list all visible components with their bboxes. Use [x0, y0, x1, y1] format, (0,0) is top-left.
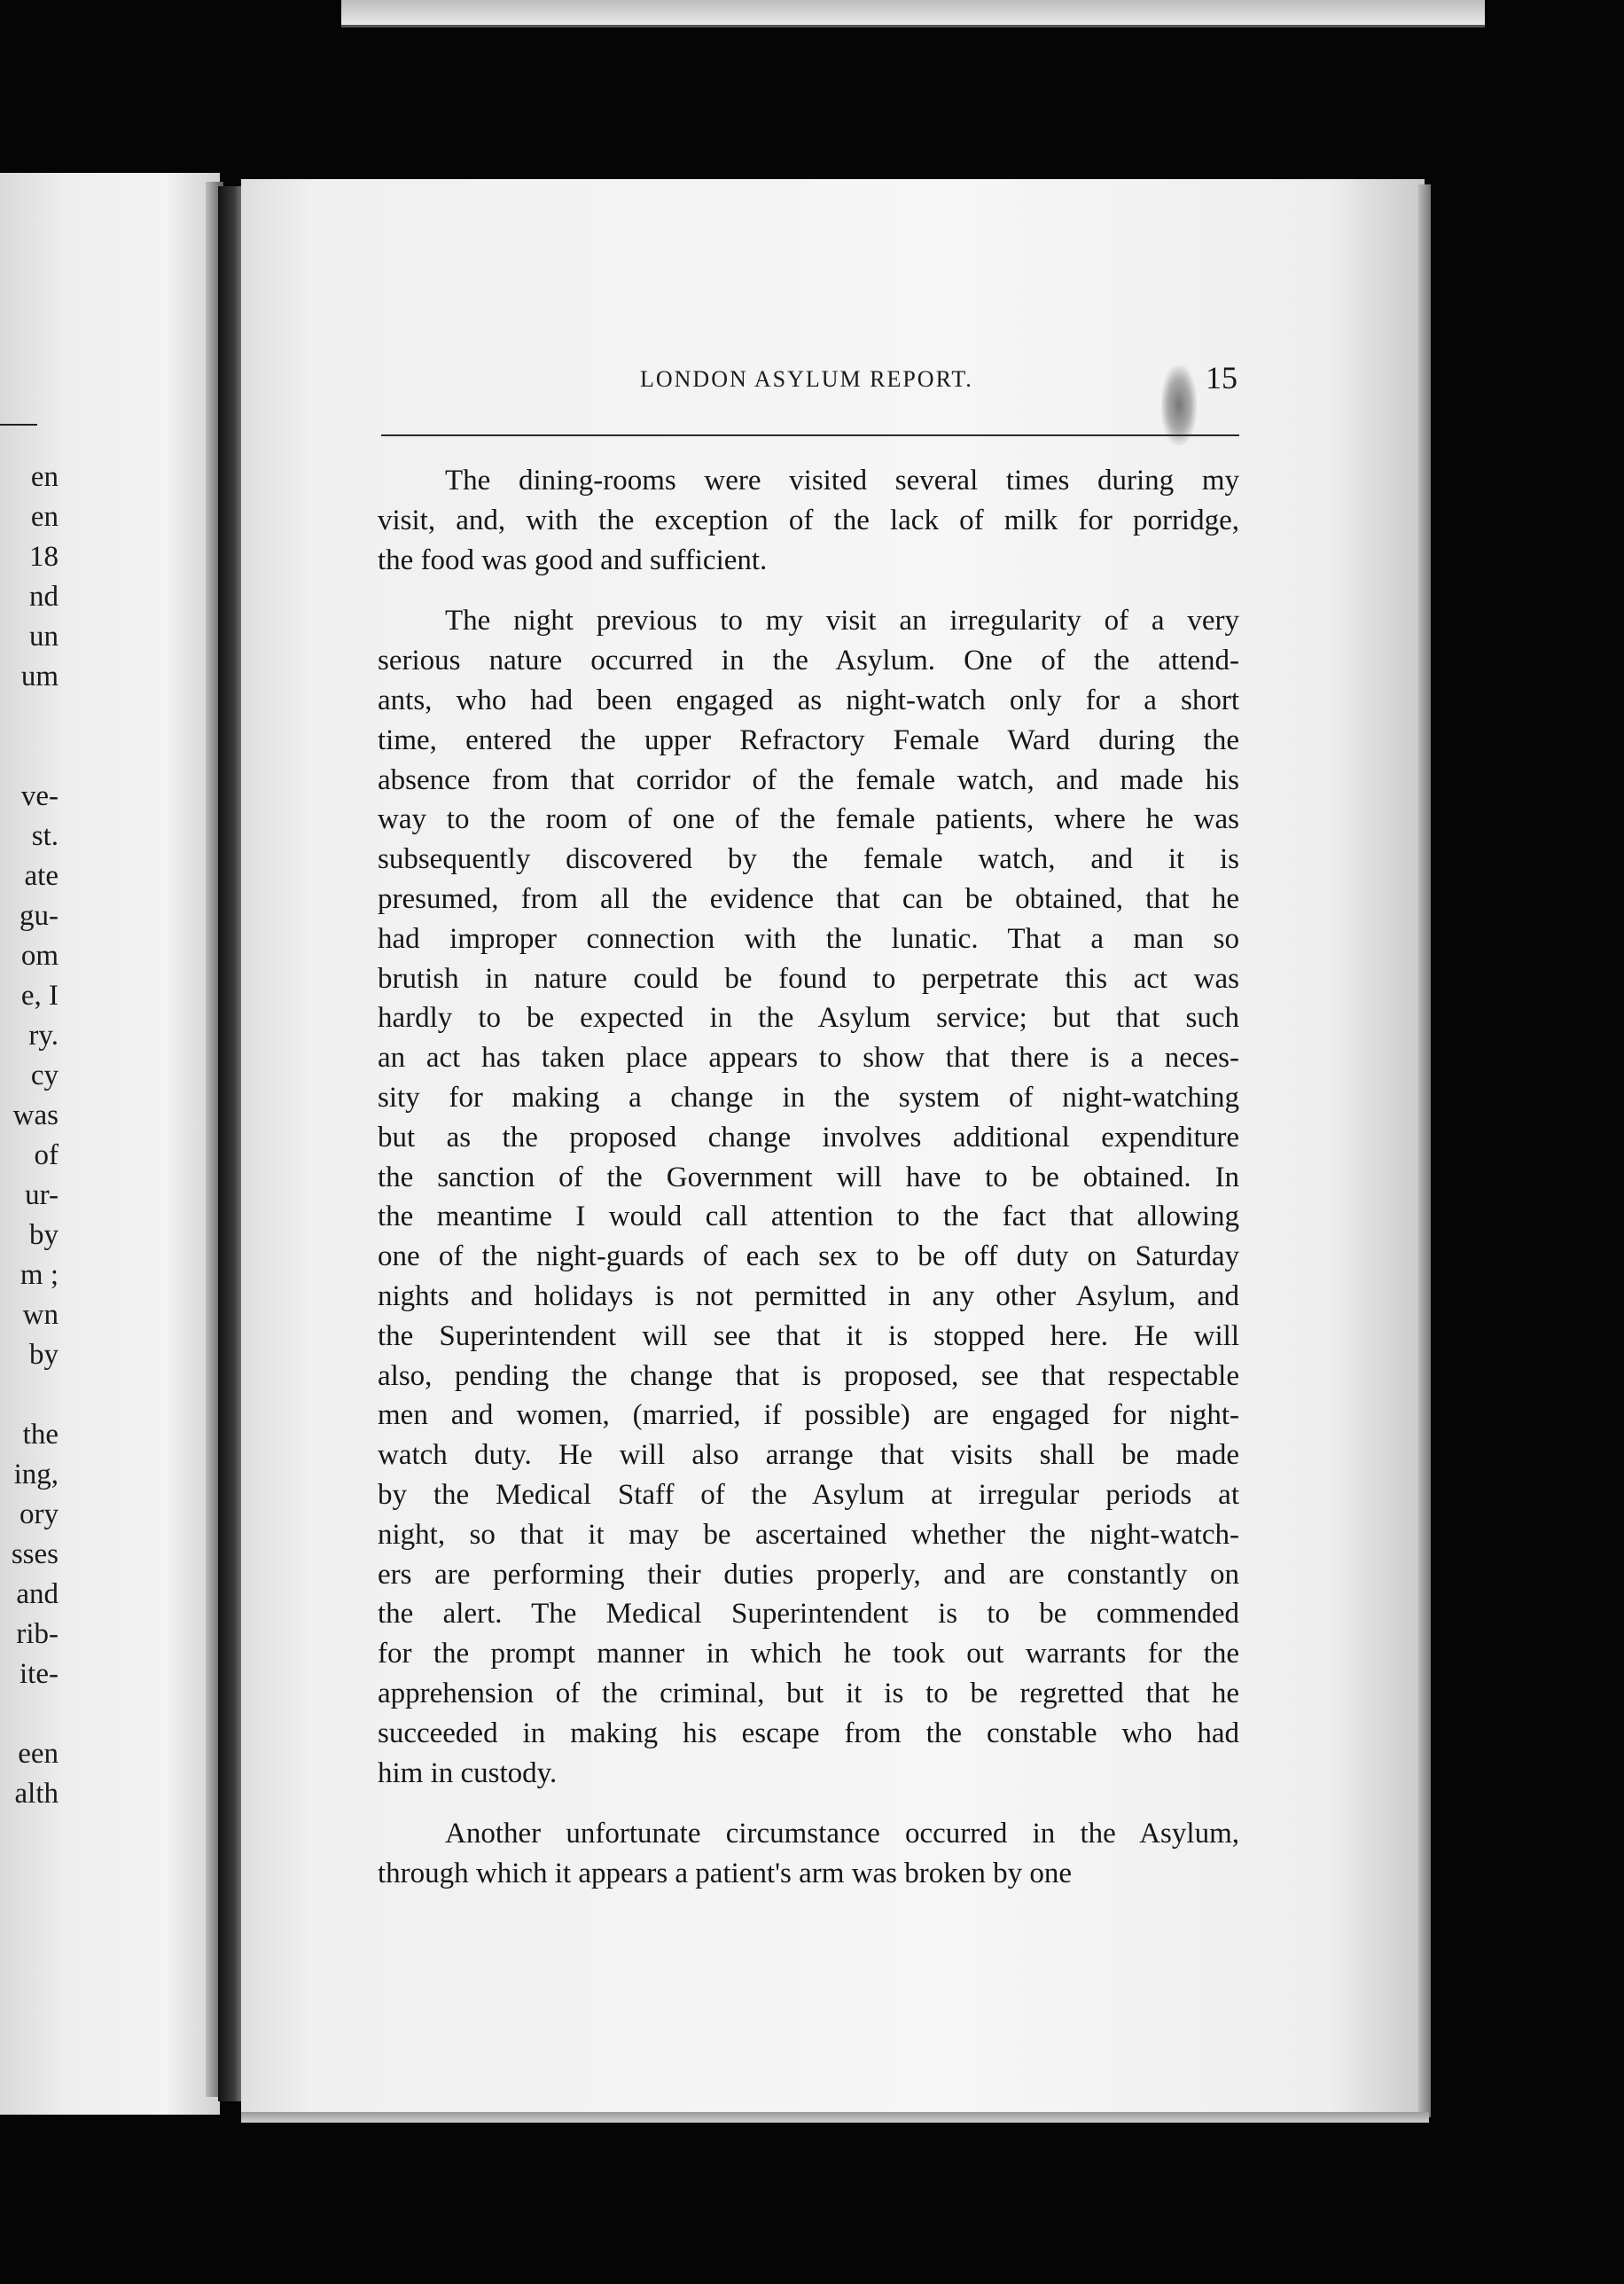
text-line: succeeded in making his escape from the constable who had — [378, 1717, 1239, 1749]
page-number: 15 — [1206, 360, 1238, 395]
paragraph-gap — [378, 580, 1239, 601]
left-page-fragment: of — [34, 1139, 59, 1171]
text-line: night, so that it may be ascertained whether the night-watch- — [378, 1518, 1239, 1551]
left-page-fragment: ory — [20, 1498, 59, 1530]
text-line: the meantime I would call attention to the fact that allowing — [378, 1201, 1239, 1233]
left-page-fragment: um — [20, 661, 59, 692]
text-line: nights and holidays is not permitted in any other Asylum, and — [378, 1279, 1239, 1312]
text-line: for the prompt manner in which he took out warrants for the — [378, 1638, 1239, 1670]
text-line: but as the proposed change involves additional expenditure — [378, 1121, 1239, 1154]
left-page-fragment: un — [29, 621, 59, 653]
text-line: one of the night-guards of each sex to be off duty on Saturday — [378, 1240, 1239, 1273]
text-line: also, pending the change that is proposed, see that respectable — [378, 1359, 1239, 1392]
left-page-fragment: ing, — [13, 1459, 59, 1490]
text-line: the alert. The Medical Superintendent is to be commended — [378, 1598, 1239, 1631]
text-line: men and women, (married, if possible) are engaged for night- — [378, 1399, 1239, 1432]
text-line: had improper connection with the lunatic. That a man so — [378, 922, 1239, 955]
text-line: The night previous to my visit an irregularity of a very — [445, 605, 1239, 637]
text-line: Another unfortunate circumstance occurred in the Asylum, — [445, 1818, 1239, 1850]
text-line: him in custody. — [378, 1756, 558, 1789]
left-page-fragment: gu- — [20, 900, 59, 932]
left-page-fragment: was — [12, 1099, 59, 1131]
text-line: the food was good and sufficient. — [378, 544, 768, 576]
left-page-fragment: st. — [31, 820, 59, 852]
left-page-fragment: ate — [24, 860, 59, 892]
left-page-fragment: sses — [11, 1538, 59, 1570]
left-page-fragment: e, I — [20, 980, 59, 1012]
page-header — [381, 359, 1268, 403]
text-line: presumed, from all the evidence that can be obtained, that he — [378, 882, 1239, 915]
text-line: apprehension of the criminal, but it is to be regretted that he — [378, 1677, 1239, 1709]
left-page-text-fragments — [0, 461, 59, 1880]
left-page-fragment: the — [22, 1419, 59, 1451]
left-page-fragment: and — [16, 1578, 59, 1610]
text-line: watch duty. He will also arrange that visits shall be made — [378, 1439, 1239, 1472]
left-page-fragment: ve- — [20, 780, 59, 812]
left-page-fragment: nd — [29, 581, 59, 613]
page-fore-edge — [1418, 184, 1431, 2117]
left-page-fragment: om — [20, 940, 59, 972]
paragraph — [378, 461, 1239, 580]
text-line: through which it appears a patient's arm was broken by one — [378, 1858, 1073, 1890]
left-page-fragment: m ; — [20, 1259, 59, 1291]
left-page-fragment: cy — [30, 1060, 59, 1091]
left-page-fragment: 18 — [29, 541, 59, 573]
text-line: the sanction of the Government will have to be obtained. In — [378, 1161, 1239, 1193]
text-line: by the Medical Staff of the Asylum at irregular periods at — [378, 1478, 1239, 1511]
page-bottom-edge — [241, 2112, 1429, 2123]
left-page-fragment: by — [29, 1339, 59, 1371]
text-line: hardly to be expected in the Asylum service; but that such — [378, 1002, 1239, 1035]
left-page-fragment: by — [29, 1219, 59, 1251]
left-page-rule — [0, 424, 37, 426]
left-page-fragment: ur- — [25, 1179, 59, 1211]
left-page-fragment: wn — [22, 1299, 59, 1331]
left-page-fragment: een — [18, 1738, 59, 1770]
paragraph — [378, 601, 1239, 1793]
text-line: The dining-rooms were visited several times during my — [445, 465, 1239, 497]
text-line: ants, who had been engaged as night-watch only for a short — [378, 684, 1239, 716]
left-page-fragment: ite- — [20, 1658, 59, 1690]
text-line: absence from that corridor of the female watch, and made his — [378, 763, 1239, 796]
text-line: time, entered the upper Refractory Female Ward during the — [378, 724, 1239, 756]
text-line: brutish in nature could be found to perpetrate this act was — [378, 962, 1239, 995]
text-line: serious nature occurred in the Asylum. One of the attend- — [378, 645, 1239, 677]
left-page-fragment: alth — [14, 1778, 59, 1810]
adjacent-page-edge — [341, 0, 1485, 27]
paragraph — [378, 1814, 1239, 1894]
left-page-fragment: en — [30, 461, 59, 493]
text-line: an act has taken place appears to show that there is a neces- — [378, 1042, 1239, 1075]
text-line: sity for making a change in the system of night-watching — [378, 1081, 1239, 1114]
text-line: the Superintendent will see that it is stopped here. He will — [378, 1319, 1239, 1352]
paragraph-gap — [378, 1793, 1239, 1814]
header-rule — [381, 434, 1239, 436]
text-line: subsequently discovered by the female watch, and it is — [378, 843, 1239, 876]
text-line: visit, and, with the exception of the lack of milk for porridge, — [378, 504, 1239, 536]
left-page-fragment: ry. — [28, 1020, 59, 1052]
left-page-fragment: rib- — [16, 1618, 59, 1650]
text-line: way to the room of one of the female patients, where he was — [378, 803, 1239, 836]
text-line: ers are performing their duties properly, and are constantly on — [378, 1558, 1239, 1591]
running-head: LONDON ASYLUM REPORT. — [640, 366, 973, 392]
body-text — [378, 461, 1239, 1894]
left-page-fragment: en — [30, 501, 59, 533]
